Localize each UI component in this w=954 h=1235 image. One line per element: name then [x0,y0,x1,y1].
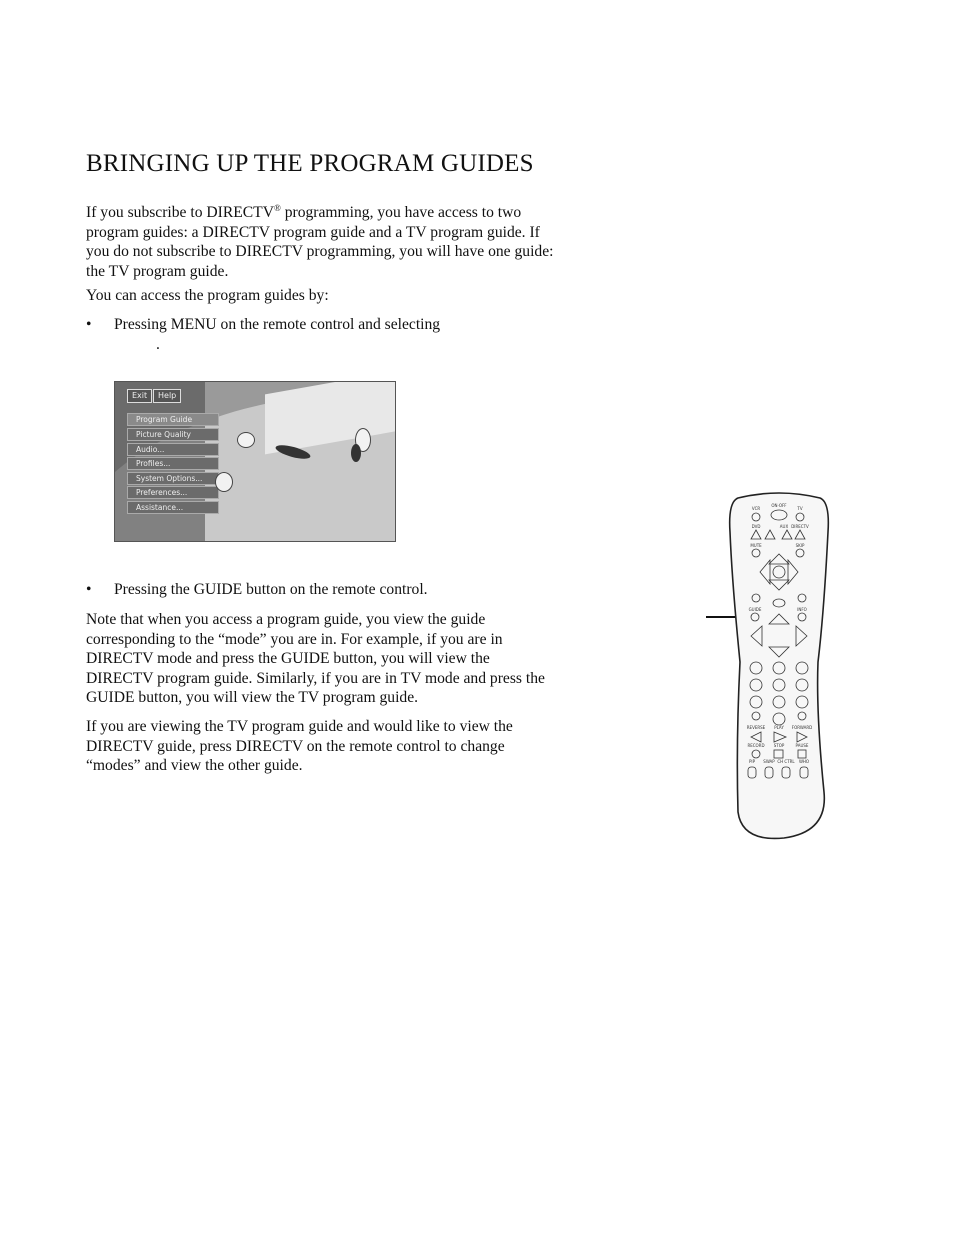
menu-item-assistance: Assistance... [127,501,219,514]
bike-image [351,444,361,462]
remote-label-tv: TV [797,506,803,511]
remote-control [724,492,834,842]
remote-label-aux: AUX [779,524,789,529]
help-button: Help [153,389,181,403]
remote-label-mute: MUTE [750,543,762,548]
page-title: BRINGING UP THE PROGRAM GUIDES [86,150,534,177]
remote-label-guide: GUIDE [748,607,762,612]
rider-image [215,472,233,492]
remote-body [730,493,829,838]
remote-label-vcr: VCR [751,506,761,511]
menu-item-system-options: System Options... [127,472,219,485]
remote-label-reverse: REVERSE [746,725,766,730]
remote-label-forward: FORWARD [791,725,813,730]
remote-label-record: RECORD [747,743,765,748]
remote-label-swap: SWAP [763,759,775,764]
remote-label-chctrl: CH CTRL [777,759,795,764]
menu-item-audio: Audio... [127,443,219,456]
access-text: You can access the program guides by: [86,287,329,304]
menu-item-picture-quality: Picture Quality [127,428,219,441]
remote-label-pip: PIP [748,759,756,764]
rider-image [237,432,255,448]
menu-item-program-guide: Program Guide [127,413,219,426]
remote-label-onoff: ON·OFF [771,503,787,508]
remote-label-play: PLAY [774,725,784,730]
remote-label-skip: SKIP [795,543,805,548]
final-paragraph: If you are viewing the TV program guide and would like to view the DIRECTV guide, press DIRECTV on the remote control to change “modes” and view the other guide. [86,718,513,774]
remote-label-info: INFO [797,607,807,612]
remote-label-who: WHO [798,759,810,764]
remote-label-dvd: DVD [751,524,761,529]
menu-item-profiles: Profiles... [127,457,219,470]
remote-label-directv: DIRECTV [791,524,809,529]
exit-button: Exit [127,389,152,403]
menu-screenshot [114,381,396,542]
remote-label-pause: PAUSE [795,743,809,748]
note-paragraph: Note that when you access a program guide, you view the guide corresponding to the “mode” you are in. For example, if you are in DIRECTV mode and press the GUIDE button, you will view the DIRECTV program guide. Similarly, if you are in TV mode and press the GUIDE button, you will view the TV program guide. [86,611,545,706]
menu-item-preferences: Preferences... [127,486,219,499]
remote-label-stop: STOP [773,743,785,748]
intro-paragraph: If you subscribe to DIRECTV® programming, you have access to two program guides: a DIRECTV program guide and a TV program guide. If you do not subscribe to DIRECTV programming, you will have one guide: the TV program guide. [86,203,554,280]
